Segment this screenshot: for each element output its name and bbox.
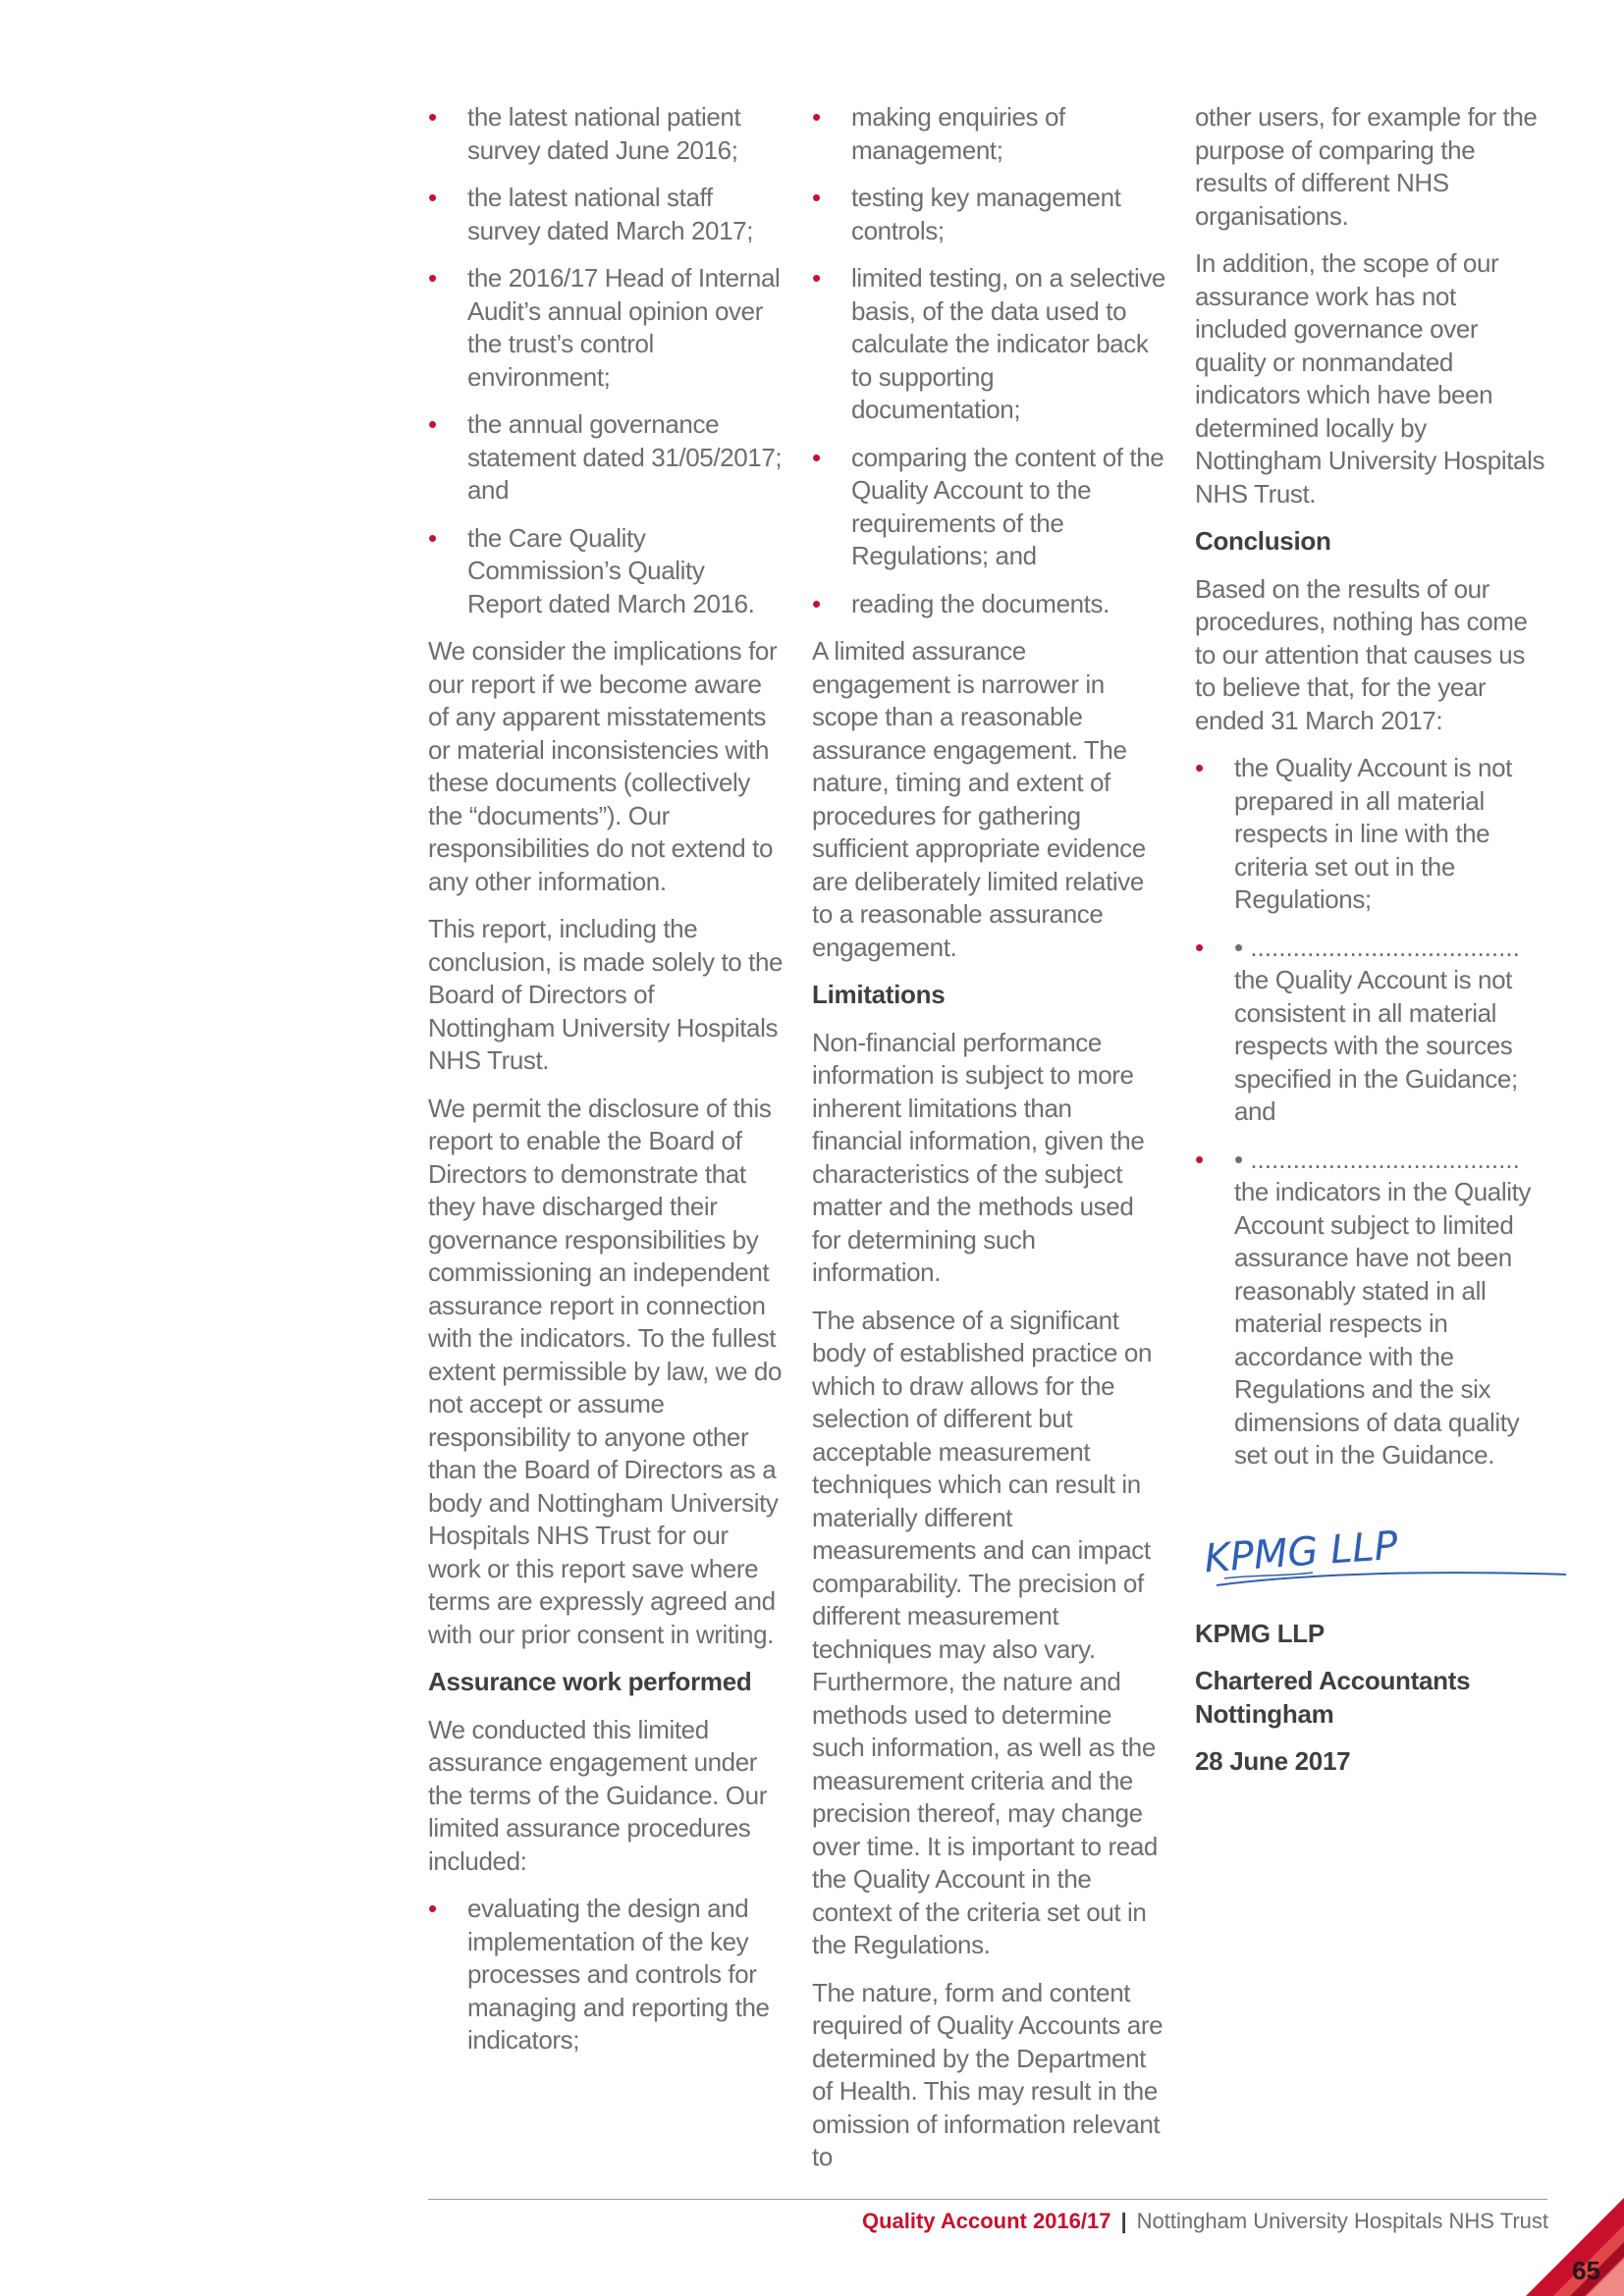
list-item: • reading the documents.: [812, 588, 1167, 621]
signature: [1195, 1512, 1548, 1600]
paragraph-non-financial: Non-financial performance information is subject to more inherent limitations than financial information, given the characteristics of the subject matter and the methods used for determining such information.: [812, 1027, 1145, 1287]
footer-title: Quality Account 2016/17: [861, 2209, 1111, 2233]
page-number: 65: [1572, 2256, 1600, 2285]
bullet-icon: •: [812, 263, 821, 293]
column-2: [812, 101, 1167, 2189]
procedures-list: [428, 1893, 784, 2057]
list-item: • • ...................................... the Quality Account is not consistent in all material respects with the sources specified in the Guidance; and: [1195, 932, 1548, 1129]
bullet-icon: •: [812, 442, 821, 472]
column-3: [1195, 101, 1548, 1793]
list-item: • the annual governance statement dated 31/05/2017; and: [428, 409, 783, 505]
bullet-icon: •: [428, 183, 437, 212]
list-item: • testing key management controls;: [812, 183, 1121, 245]
bullet-icon: •: [1195, 753, 1204, 782]
paragraph-nature-form: The nature, form and content required of Quality Accounts are determined by the Department of Health. This may result in the omission of information relevant to: [812, 1977, 1164, 2171]
paragraph-disclosure: We permit the disclosure of this report to enable the Board of Directors to demonstrate that they have discharged their governance responsibilities by commissioning an independent assurance report in connection with the indicators. To the fullest extent permissible by law, we do not accept or assume responsibility to anyone other than the Board of Directors as a body and Nottingham University Hospitals NHS Trust for our work or this report save where terms are expressly agreed and with our prior consent in writing.: [428, 1093, 783, 1649]
heading-limitations: Limitations: [812, 980, 946, 1009]
paragraph-implications: We consider the implications for our report if we become aware of any apparent misstatements or material inconsistencies with these documents (collectively the “documents”). Our responsibilities do not extend to any other information.: [428, 636, 778, 896]
bullet-icon: •: [428, 522, 437, 553]
list-item: • evaluating the design and implementation of the key processes and controls for managing and reporting the indicators;: [428, 1894, 770, 2055]
footer-rule: [428, 2199, 1547, 2200]
report-date: 28 June 2017: [1195, 1746, 1351, 1776]
footer-org: Nottingham University Hospitals NHS Trust: [1136, 2209, 1548, 2233]
list-item: • making enquiries of management;: [812, 102, 1065, 165]
bullet-icon: •: [428, 263, 437, 293]
list-item: • limited testing, on a selective basis, of the data used to calculate the indicator back to supporting documentation;: [812, 263, 1165, 424]
column-1: [428, 101, 784, 2072]
list-item: • the Quality Account is not prepared in all material respects in line with the criteria set out in the Regulations;: [1195, 753, 1512, 914]
firm-city: Nottingham: [1195, 1698, 1334, 1729]
conclusion-list: [1195, 752, 1548, 1472]
bullet-icon: •: [428, 409, 437, 439]
list-item: • the latest national patient survey dated June 2016;: [428, 102, 741, 165]
footer: [862, 2206, 1548, 2237]
bullet-icon: •: [812, 102, 821, 132]
heading-conclusion: Conclusion: [1195, 526, 1331, 556]
bullet-icon: •: [1195, 1144, 1204, 1174]
paragraph-other-users: other users, for example for the purpose of comparing the results of different NHS organisations.: [1195, 102, 1538, 231]
bullet-icon: •: [1195, 932, 1204, 962]
firm-role: Chartered Accountants: [1195, 1666, 1471, 1695]
list-item: • the Care Quality Commission’s Quality Report dated March 2016.: [428, 522, 755, 618]
paragraph-limited-assurance: A limited assurance engagement is narrower in scope than a reasonable assurance engagement. The nature, timing and extent of procedures for gathering sufficient appropriate evidence are deliberately limited relative to a reasonable assurance engagement.: [812, 636, 1146, 962]
bullet-icon: •: [428, 102, 437, 132]
paragraph-report-scope: This report, including the conclusion, is made solely to the Board of Directors of Nottingham University Hospitals NHS Trust.: [428, 914, 784, 1075]
paragraph-conclusion: Based on the results of our procedures, nothing has come to our attention that causes us to believe that, for the year ended 31 March 2017:: [1195, 573, 1528, 735]
paragraph-scope: In addition, the scope of our assurance work has not included governance over quality or nonmandated indicators which have been determined locally by Nottingham University Hospitals NHS Trust.: [1195, 248, 1545, 508]
procedures-list-continued: [812, 101, 1167, 620]
list-item: • • ...................................... the indicators in the Quality Account subject to limited assurance have not been reasonably stated in all material respects in accordance with the Regulations and the six dimensions of data quality set out in the Guidance.: [1195, 1144, 1548, 1472]
paragraph-measurement: The absence of a significant body of established practice on which to draw allows for the selection of different but acceptable measurement techniques which can result in materially different measurements and can impact comparability. The precision of different measurement techniques may also vary. Furthermore, the nature and methods used to determine such information, as well as the measurement criteria and the precision thereof, may change over time. It is important to read the Quality Account in the context of the criteria set out in the Regulations.: [812, 1305, 1158, 1959]
paragraph-assurance-engagement: We conducted this limited assurance engagement under the terms of the Guidance. Our limited assurance procedures included:: [428, 1714, 767, 1876]
bullet-icon: •: [428, 1894, 437, 1923]
dotted-leader: • ......................................: [1234, 1144, 1520, 1174]
bullet-icon: •: [812, 588, 821, 618]
bullet-icon: •: [812, 183, 821, 212]
svg-text:KPMG LLP: KPMG LLP: [1203, 1522, 1400, 1581]
list-item: • the 2016/17 Head of Internal Audit’s annual opinion over the trust’s control environment;: [428, 263, 781, 392]
firm-name: KPMG LLP: [1195, 1618, 1325, 1648]
sources-list: [428, 101, 784, 620]
signature-drawing: [1195, 1512, 1568, 1600]
list-item: • comparing the content of the Quality Account to the requirements of the Regulations; and: [812, 442, 1164, 570]
footer-separator: |: [1120, 2209, 1127, 2233]
heading-assurance-work: Assurance work performed: [428, 1667, 752, 1696]
dotted-leader: • ......................................: [1234, 932, 1520, 962]
list-item: • the latest national staff survey dated March 2017;: [428, 183, 754, 245]
